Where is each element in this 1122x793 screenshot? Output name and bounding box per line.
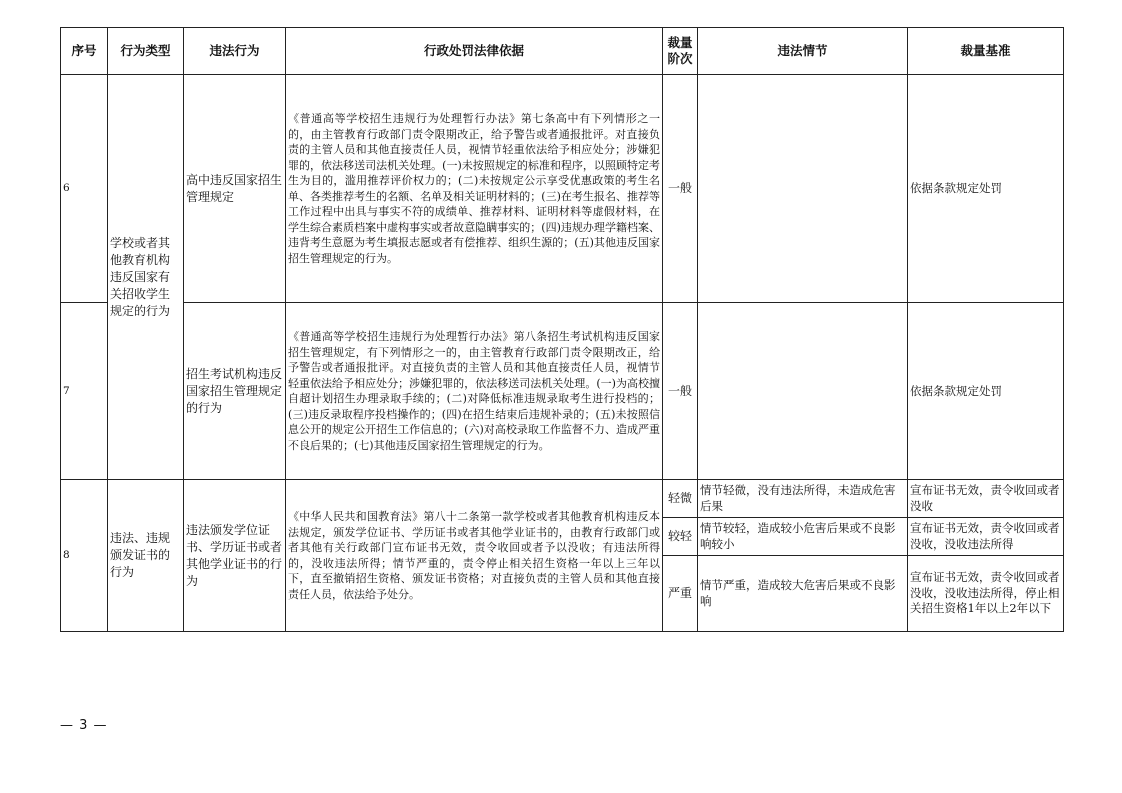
- row-6-level: 一般: [663, 75, 698, 303]
- header-behavior: 违法行为: [184, 28, 286, 75]
- row-8-circumstance-2: 情节较轻，造成较小危害后果或不良影响较小: [698, 518, 908, 556]
- header-no: 序号: [61, 28, 108, 75]
- row-6-no: 6: [61, 75, 108, 303]
- row-8-level-2: 较轻: [663, 518, 698, 556]
- row-8-standard-1: 宣布证书无效，责令收回或者没收: [908, 480, 1064, 518]
- table-row-8a: [61, 480, 1064, 518]
- header-type: 行为类型: [108, 28, 184, 75]
- table-row-7: [61, 303, 1064, 480]
- row-8-basis: 《中华人民共和国教育法》第八十二条第一款学校或者其他教育机构违反本法规定，颁发学位证书、学历证书或者其他学业证书的，由教育行政部门或者其他有关行政部门宣布证书无效，责令收回或者予以没收；有违法所得的，没收违法所得；情节严重的，责令停止相关招生资格一年以上三年以下，直至撤销招生资格、颁发证书资格；对直接负责的主管人员和其他直接责任人员，依法给予处分。: [286, 480, 663, 632]
- header-basis: 行政处罚法律依据: [286, 28, 663, 75]
- row-6-standard: 依据条款规定处罚: [908, 75, 1064, 303]
- row-8-behavior: 违法颁发学位证书、学历证书或者其他学业证书的行为: [184, 480, 286, 632]
- header-row: [61, 28, 1064, 75]
- row-8-standard-2: 宣布证书无效，责令收回或者没收，没收违法所得: [908, 518, 1064, 556]
- header-standard: 裁量基准: [908, 28, 1064, 75]
- table-row-6: [61, 75, 1064, 303]
- row-7-level: 一般: [663, 303, 698, 480]
- row-7-behavior: 招生考试机构违反国家招生管理规定的行为: [184, 303, 286, 480]
- row-7-circumstance: [698, 303, 908, 480]
- row-8-no: 8: [61, 480, 108, 632]
- row-8-level-3: 严重: [663, 556, 698, 632]
- row-8-level-1: 轻微: [663, 480, 698, 518]
- row-8-type: 违法、违规颁发证书的行为: [108, 480, 184, 632]
- row-8-standard-3: 宣布证书无效，责令收回或者没收，没收违法所得，停止相关招生资格1年以上2年以下: [908, 556, 1064, 632]
- row-6-circumstance: [698, 75, 908, 303]
- header-circumstance: 违法情节: [698, 28, 908, 75]
- row-6-7-type: 学校或者其他教育机构违反国家有关招收学生规定的行为: [108, 75, 184, 480]
- page-number: — 3 —: [60, 718, 108, 733]
- row-7-standard: 依据条款规定处罚: [908, 303, 1064, 480]
- discretion-standard-table: [60, 27, 1064, 632]
- row-6-behavior: 高中违反国家招生管理规定: [184, 75, 286, 303]
- row-7-basis: 《普通高等学校招生违规行为处理暂行办法》第八条招生考试机构违反国家招生管理规定，有下列情形之一的，由主管教育行政部门责令限期改正，给予警告或者通报批评。对直接负责的主管人员和其他直接责任人员，视情节轻重依法给予相应处分；涉嫌犯罪的，依法移送司法机关处理。(一)为高校擅自超计划招生办理录取手续的；(二)对降低标准违规录取考生进行投档的；(三)违反录取程序投档操作的；(四)在招生结束后违规补录的；(五)未按照信息公开的规定公开招生工作信息的；(六)对高校录取工作监督不力、造成严重不良后果的；(七)其他违反国家招生管理规定的行为。: [286, 303, 663, 480]
- header-level: 裁量阶次: [663, 28, 698, 75]
- row-8-circumstance-3: 情节严重，造成较大危害后果或不良影响: [698, 556, 908, 632]
- row-8-circumstance-1: 情节轻微，没有违法所得，未造成危害后果: [698, 480, 908, 518]
- row-7-no: 7: [61, 303, 108, 480]
- row-6-basis: 《普通高等学校招生违规行为处理暂行办法》第七条高中有下列情形之一的，由主管教育行政部门责令限期改正，给予警告或者通报批评。对直接负责的主管人员和其他直接责任人员，视情节轻重依法给予相应处分；涉嫌犯罪的，依法移送司法机关处理。(一)未按照规定的标准和程序，以照顾特定考生为目的，滥用推荐评价权力的；(二)未按规定公示享受优惠政策的考生名单、各类推荐考生的名额、名单及相关证明材料的；(三)在考生报名、推荐等工作过程中出具与事实不符的成绩单、推荐材料、证明材料等虚假材料，在学生综合素质档案中虚构事实或者故意隐瞒事实的；(四)违规办理学籍档案、违背考生意愿为考生填报志愿或者有偿推荐、组织生源的；(五)其他违反国家招生管理规定的行为。: [286, 75, 663, 303]
